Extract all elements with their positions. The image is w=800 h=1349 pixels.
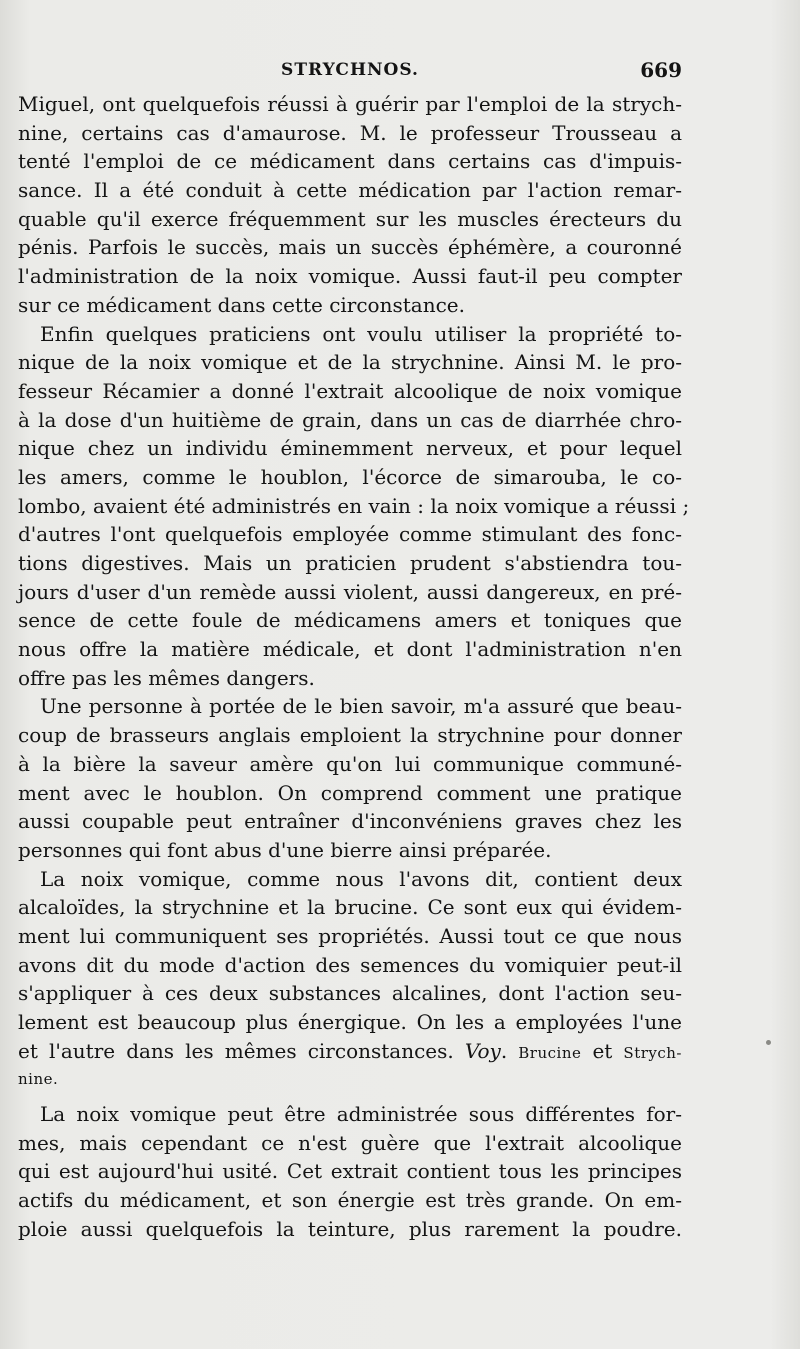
text-line: ment lui communiquent ses propriétés. Aussi tout ce que nous [18,923,682,948]
text-line: pénis. Parfois le succès, mais un succès éphémère, a couronné [18,235,682,260]
line-text: . [500,1038,519,1063]
text-line: fesseur Récamier a donné l'extrait alcoolique de noix vomique [18,378,682,403]
running-title: STRYCHNOS. [281,60,419,80]
line-text: et l'autre dans les mêmes circonstances. [18,1038,465,1063]
text-line: l'administration de la noix vomique. Aussi faut-il peu compter [18,264,682,289]
text-line: d'autres l'ont quelquefois employée comme stimulant des fonc- [18,522,682,547]
text-line: alcaloïdes, la strychnine et la brucine. Ce sont eux qui évidem- [18,895,682,920]
text-line: sance. Il a été conduit à cette médication par l'action remar- [18,178,682,203]
line-text: et [581,1038,624,1063]
text-line: nique chez un individu éminemment nerveux, et pour lequel [18,436,682,461]
text-line: aussi coupable peut entraîner d'inconvéniens graves chez les [18,809,682,834]
text-line: lement est beaucoup plus énergique. On les a employées l'une [18,1010,682,1034]
paragraph [18,692,682,864]
text-line: ploie aussi quelquefois la teinture, plus rarement la poudre. [18,1216,682,1241]
text-line: tions digestives. Mais un praticien prudent s'abstiendra tou- [18,551,682,575]
text-line: jours d'user d'un remède aussi violent, aussi dangereux, en pré- [18,579,682,604]
text-line: actifs du médicament, et son énergie est très grande. On em- [18,1188,682,1213]
paragraph [18,90,682,320]
text-line: sur ce médicament dans cette circonstance. [18,292,465,317]
text-line: qui est aujourd'hui usité. Cet extrait contient tous les principes [18,1159,682,1184]
text-line: quable qu'il exerce fréquemment sur les muscles érecteurs du [18,206,682,231]
paper-speck [766,1040,771,1045]
paragraph [18,320,690,693]
body-text [18,90,690,1244]
text-line: nine. [18,1070,59,1089]
text-line: nique de la noix vomique et de la strychnine. Ainsi M. le pro- [18,350,682,375]
text-line: Une personne à portée de le bien savoir, m'a assuré que beau- [40,694,682,719]
text-line: Miguel, ont quelquefois réussi à guérir par l'emploi de la strych- [18,92,682,116]
cross-reference-brucine: Brucine [518,1043,582,1062]
text-line: avons dit du mode d'action des semences du vomiquier peut-il [18,952,682,977]
text-line: à la bière la saveur amère qu'on lui communique communé- [18,751,682,776]
paragraph [18,865,682,1095]
text-line: à la dose d'un huitième de grain, dans un cas de diarrhée chro- [18,407,682,432]
text-line: La noix vomique, comme nous l'avons dit, contient deux [40,866,682,891]
text-line: s'appliquer à ces deux substances alcalines, dont l'action seu- [18,981,682,1006]
cross-reference-strychnine: Strych- [623,1043,682,1062]
text-line: les amers, comme le houblon, l'écorce de simarouba, le co- [18,464,682,489]
running-head [18,58,682,86]
text-line: coup de brasseurs anglais emploient la strychnine pour donner [18,723,682,748]
text-line: Enfin quelques praticiens ont voulu utiliser la propriété to- [40,321,682,346]
text-line-cross-reference [18,1037,682,1066]
text-line: nine, certains cas d'amaurose. M. le professeur Trousseau a [18,120,682,145]
text-line: La noix vomique peut être administrée sous différentes for- [40,1102,682,1127]
text-line: sence de cette foule de médicamens amers et toniques que [18,608,682,633]
text-line: ment avec le houblon. On comprend comment une pratique [18,780,682,805]
text-line: tenté l'emploi de ce médicament dans certains cas d'impuis- [18,149,682,174]
text-line: nous offre la matière médicale, et dont l'administration n'en [18,637,682,662]
text-line: personnes qui font abus d'une bierre ainsi préparée. [18,837,552,862]
paragraph [18,1100,682,1243]
text-line: mes, mais cependant ce n'est guère que l'extrait alcoolique [18,1130,682,1155]
page-number: 669 [640,58,682,82]
text-line: lombo, avaient été administrés en vain : la noix vomique a réussi ; [18,493,690,518]
voy-abbreviation: Voy [464,1038,501,1063]
text-line: offre pas les mêmes dangers. [18,665,315,690]
